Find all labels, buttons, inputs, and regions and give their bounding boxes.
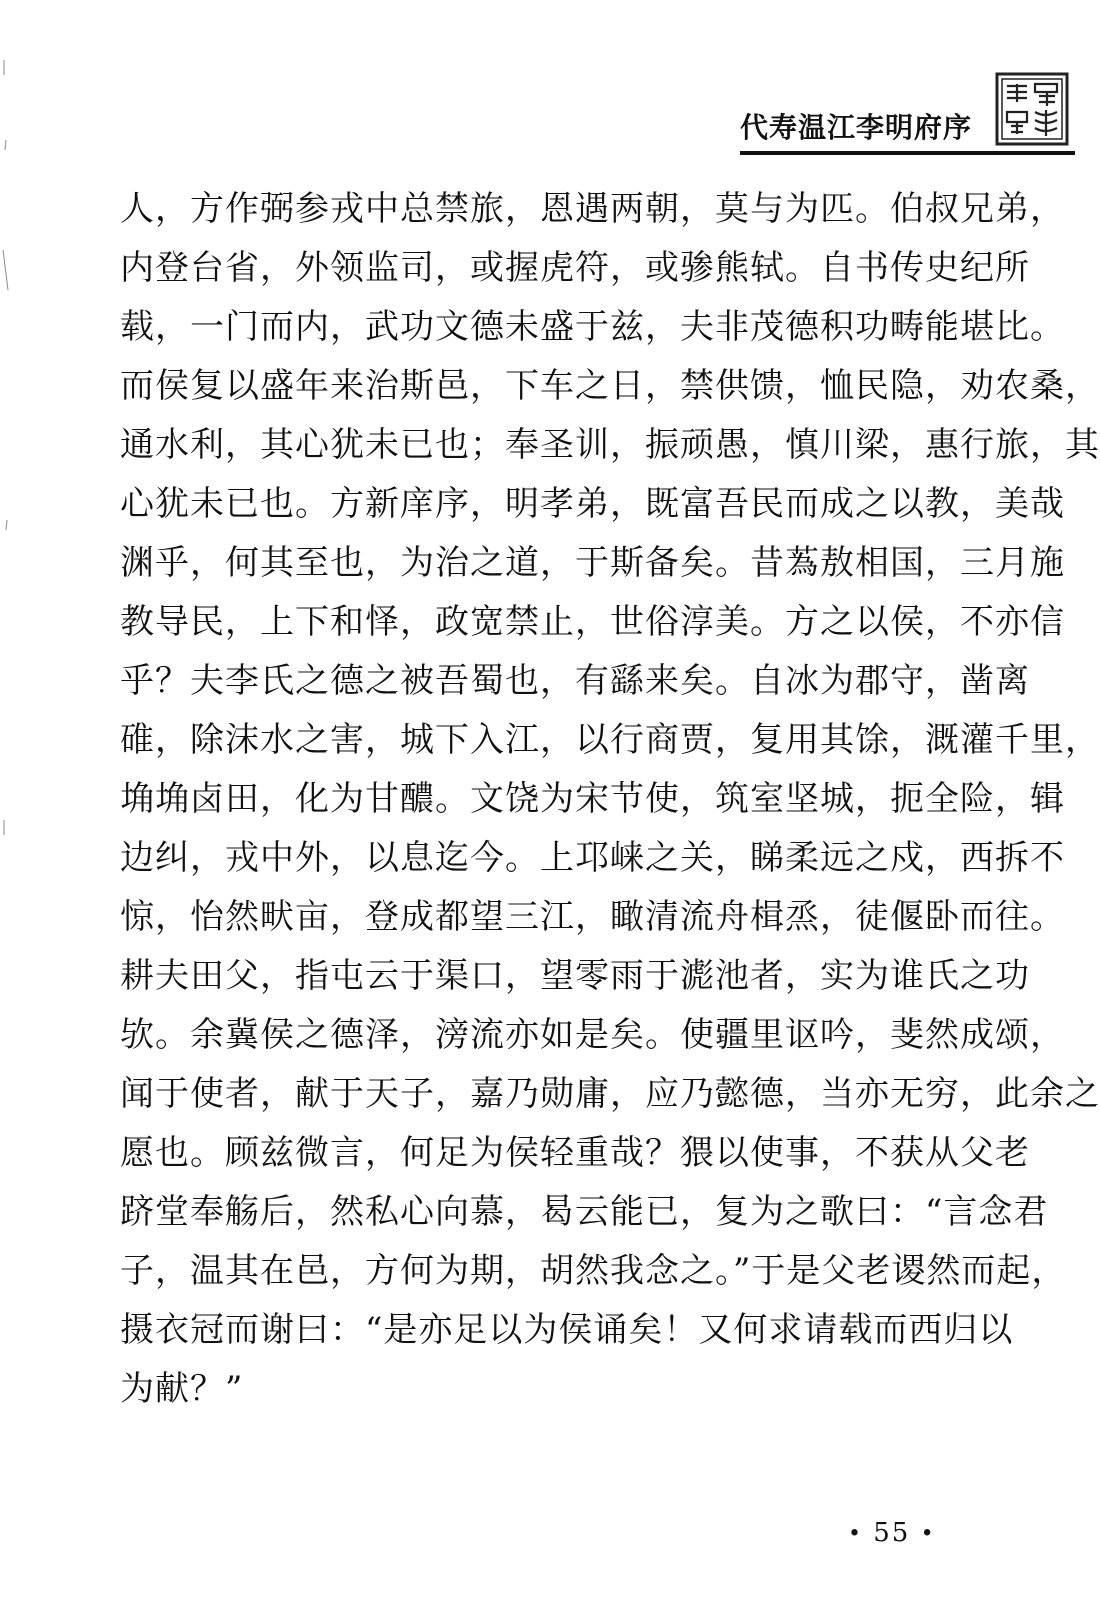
text-line: 边纠，戎中外，以息迄今。上邛崃之关，睇柔远之戍，西拆不 xyxy=(120,838,1065,878)
text-line: 教导民，上下和怿，政宽禁止，世俗淳美。方之以侯，不亦信 xyxy=(120,602,1065,642)
page-number-bullet-right: • xyxy=(920,1521,936,1547)
text-line: 渊乎，何其至也，为治之道，于斯备矣。昔蒍敖相国，三月施 xyxy=(120,543,1065,583)
text-line: 欤。余冀侯之德泽，滂流亦如是矣。使疆里讴吟，斐然成颂， xyxy=(120,1015,1065,1055)
text-line: 载，一门而内，武功文德未盛于兹，夫非茂德积功畴能堪比。 xyxy=(120,307,1065,347)
text-line: 愿也。顾兹微言，何足为侯轻重哉？猥以使事，不获从父老 xyxy=(120,1133,1030,1173)
page-number-bullet-left: • xyxy=(848,1521,863,1547)
page-header xyxy=(0,0,1084,160)
text-line: 为献？” xyxy=(120,1369,244,1409)
text-line: 惊，怡然畎亩，登成都望三江，瞰清流舟楫烝，徒偃卧而往。 xyxy=(120,897,1065,937)
text-line: 心犹未已也。方新庠序，明孝弟，既富吾民而成之以教，美哉 xyxy=(120,484,1065,524)
running-title: 代寿温江李明府序 xyxy=(739,111,972,144)
text-line: 闻于使者，献于天子，嘉乃勋庸，应乃懿德，当亦无穷，此余之 xyxy=(120,1074,1100,1114)
text-line: 碓，除沫水之害，城下入江，以行商贾，复用其馀，溉灌千里， xyxy=(120,720,1100,760)
scan-margin-marks xyxy=(0,0,20,1600)
text-line: 内登台省，外领监司，或握虎符，或骖熊轼。自书传史纪所 xyxy=(120,248,1030,288)
text-line: 跻堂奉觞后，然私心向慕，曷云能已，复为之歌曰：“言念君 xyxy=(120,1192,1049,1232)
text-line: 子，温其在邑，方何为期，胡然我念之。”于是父老谡然而起， xyxy=(120,1251,1067,1291)
seal-stamp-icon xyxy=(995,72,1069,146)
text-line: 乎？夫李氏之德之被吾蜀也，有繇来矣。自冰为郡守，凿离 xyxy=(120,661,1030,701)
page-number-value: 55 xyxy=(873,1518,911,1548)
text-line: 埆埆卤田，化为甘醲。文饶为宋节使，筑室坚城，扼全险，辑 xyxy=(120,779,1065,819)
text-line: 摄衣冠而谢曰：“是亦足以为侯诵矣！又何求请载而西归以 xyxy=(120,1310,1014,1350)
text-line: 耕夫田父，指屯云于渠口，望零雨于滮池者，实为谁氏之功 xyxy=(120,956,1030,996)
text-line: 通水利，其心犹未已也；奉圣训，振顽愚，慎川梁，惠行旅，其 xyxy=(120,425,1100,465)
text-line: 人，方作弼参戎中总禁旅，恩遇两朝，莫与为匹。伯叔兄弟， xyxy=(120,189,1065,229)
body-text xyxy=(120,180,1100,1419)
text-line: 而侯复以盛年来治斯邑，下车之日，禁供馈，恤民隐，劝农桑， xyxy=(120,366,1100,406)
page-number xyxy=(848,1518,936,1548)
header-rule xyxy=(740,151,1075,155)
